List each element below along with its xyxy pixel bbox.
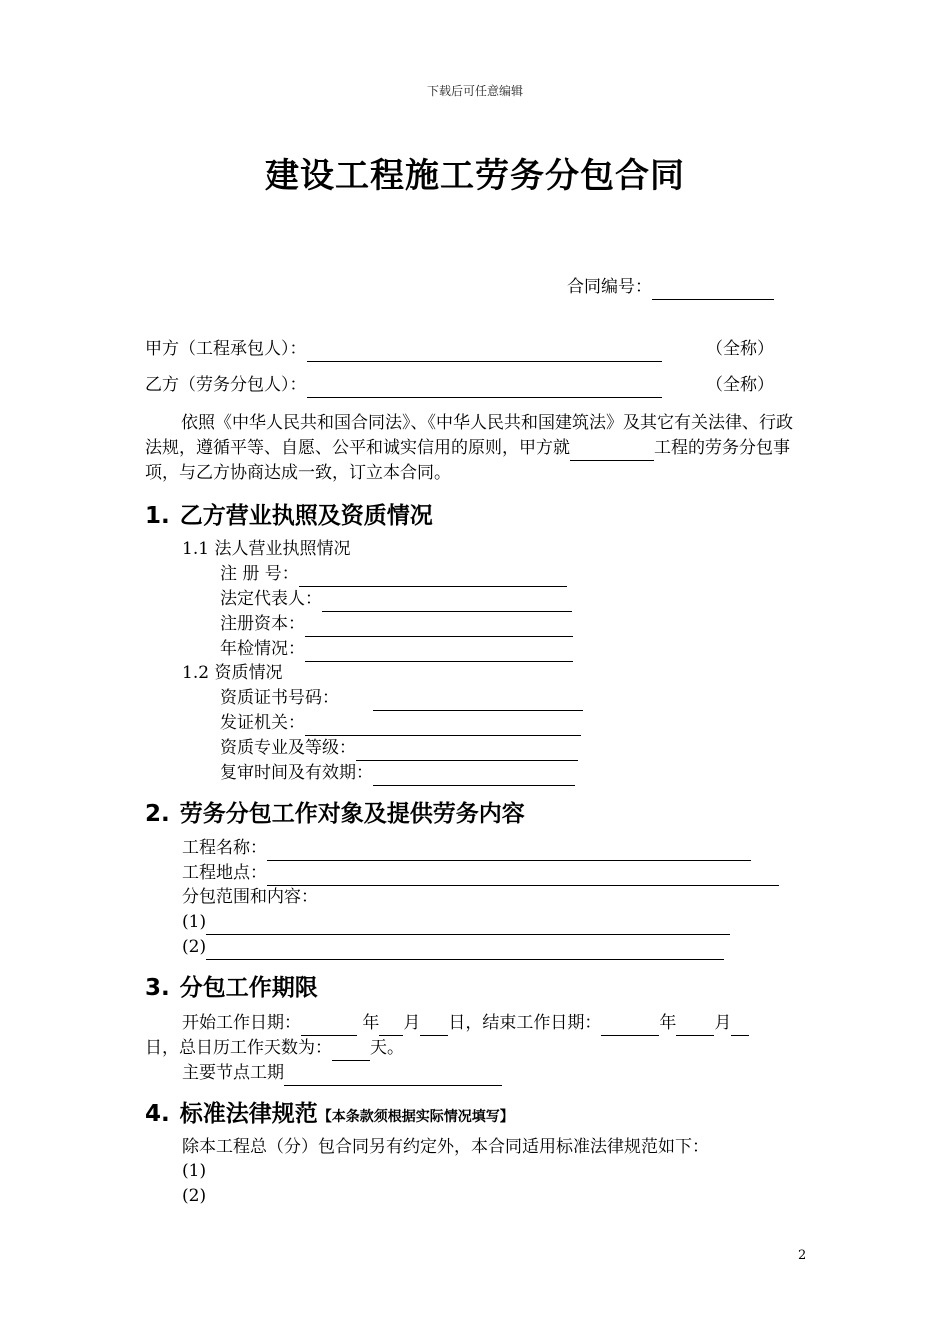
issuer-row xyxy=(220,711,581,736)
section-3-number: 3. xyxy=(145,975,170,1001)
milestone-row xyxy=(182,1061,502,1086)
project-name-inline-field[interactable] xyxy=(570,442,654,461)
start-date-label: 开始工作日期： xyxy=(182,1013,301,1033)
days-unit: 天。 xyxy=(370,1038,404,1058)
milestone-field[interactable] xyxy=(284,1067,502,1086)
issuer-label: 发证机关： xyxy=(220,713,305,733)
annual-check-label: 年检情况： xyxy=(220,639,305,659)
reg-capital-field[interactable] xyxy=(305,618,573,637)
intro-text: 依照《中华人民共和国合同法》、《中华人民共和国建筑法》及其它有关法律、行政法规，遵循平等、自愿、公平和诚实信用的原则，甲方就 xyxy=(145,413,793,458)
standard-item-1: (1) xyxy=(182,1161,207,1181)
contract-number-field[interactable] xyxy=(652,281,774,300)
sub-1-2-title: 1.2 资质情况 xyxy=(182,663,283,683)
legal-rep-label: 法定代表人： xyxy=(220,589,322,609)
reg-no-label: 注 册 号： xyxy=(220,564,299,584)
scope-item-2-label: (2) xyxy=(182,937,207,957)
cert-no-label: 资质证书号码： xyxy=(220,688,339,708)
section-3-title: 分包工作期限 xyxy=(179,975,318,1001)
start-year-field[interactable] xyxy=(301,1017,357,1036)
page-number: 2 xyxy=(798,1248,807,1263)
section-2-title: 劳务分包工作对象及提供劳务内容 xyxy=(179,801,525,827)
review-field[interactable] xyxy=(373,767,575,786)
section-1-heading xyxy=(145,497,433,530)
scope-item-2-field[interactable] xyxy=(206,941,724,960)
specialty-row xyxy=(220,736,578,761)
total-days-field[interactable] xyxy=(332,1042,370,1061)
review-label: 复审时间及有效期： xyxy=(220,763,373,783)
work-period-line-1 xyxy=(182,1011,749,1036)
legal-rep-field[interactable] xyxy=(322,593,572,612)
issuer-field[interactable] xyxy=(305,717,581,736)
section-3-heading xyxy=(145,969,318,1002)
annual-check-field[interactable] xyxy=(305,643,573,662)
end-month-field[interactable] xyxy=(676,1017,714,1036)
project-site-field[interactable] xyxy=(267,867,779,886)
section-1-title: 乙方营业执照及资质情况 xyxy=(179,503,433,529)
end-year-field[interactable] xyxy=(601,1017,659,1036)
milestone-label: 主要节点工期 xyxy=(182,1063,284,1083)
section-4-title: 标准法律规范 xyxy=(179,1101,318,1127)
specialty-label: 资质专业及等级： xyxy=(220,738,356,758)
scope-item-2-row xyxy=(182,935,724,960)
cert-no-field[interactable] xyxy=(373,692,583,711)
start-year-label: 年 xyxy=(362,1013,380,1033)
project-name-label: 工程名称： xyxy=(182,838,267,858)
reg-capital-label: 注册资本： xyxy=(220,614,305,634)
intro-text-end: 工程的劳务分包事项，与乙方协商达成一致，订立本合同。 xyxy=(145,438,790,483)
end-month-label: 月 xyxy=(714,1013,732,1033)
section-4-heading xyxy=(145,1095,514,1128)
specialty-field[interactable] xyxy=(356,742,578,761)
party-b-fullname-note: （全称） xyxy=(706,375,774,395)
scope-item-1-label: (1) xyxy=(182,912,207,932)
sub-1-1-title: 1.1 法人营业执照情况 xyxy=(182,539,351,559)
end-year-label: 年 xyxy=(659,1013,677,1033)
scope-item-1-row xyxy=(182,910,730,935)
scope-item-1-field[interactable] xyxy=(206,916,730,935)
cert-no-row xyxy=(220,686,583,711)
start-month-label: 月 xyxy=(403,1013,421,1033)
party-a-row xyxy=(145,337,662,362)
party-a-field[interactable] xyxy=(307,343,662,362)
contract-number-label: 合同编号： xyxy=(567,277,652,297)
start-day-and-end-label: 日，结束工作日期： xyxy=(448,1013,602,1033)
intro-paragraph xyxy=(145,411,805,486)
section-2-heading xyxy=(145,795,525,828)
document-title: 建设工程施工劳务分包合同 xyxy=(265,156,685,196)
reg-no-field[interactable] xyxy=(299,568,567,587)
header-note: 下载后可任意编辑 xyxy=(426,84,523,98)
work-period-line-2 xyxy=(145,1036,404,1061)
section-4-text: 除本工程总（分）包合同另有约定外，本合同适用标准法律规范如下： xyxy=(182,1137,709,1157)
end-day-field[interactable] xyxy=(731,1017,749,1036)
start-month-field[interactable] xyxy=(379,1017,403,1036)
section-4-number: 4. xyxy=(145,1101,170,1127)
section-4-note: 【本条款须根据实际情况填写】 xyxy=(317,1109,514,1125)
project-name-field[interactable] xyxy=(267,842,751,861)
total-days-label: 日，总日历工作天数为： xyxy=(145,1038,332,1058)
party-b-label: 乙方（劳务分包人）： xyxy=(145,375,307,395)
section-1-number: 1. xyxy=(145,503,170,529)
contract-number-row xyxy=(567,275,774,300)
party-a-fullname-note: （全称） xyxy=(706,339,774,359)
party-a-label: 甲方（工程承包人）： xyxy=(145,339,307,359)
start-day-field[interactable] xyxy=(420,1017,448,1036)
standard-item-2: (2) xyxy=(182,1186,207,1206)
party-b-field[interactable] xyxy=(307,379,662,398)
annual-check-row xyxy=(220,637,573,662)
reg-no-row xyxy=(220,562,567,587)
project-site-row xyxy=(182,861,779,886)
project-name-row xyxy=(182,836,751,861)
reg-capital-row xyxy=(220,612,573,637)
section-2-number: 2. xyxy=(145,801,170,827)
project-site-label: 工程地点： xyxy=(182,863,267,883)
review-row xyxy=(220,761,575,786)
party-b-row xyxy=(145,373,662,398)
scope-label: 分包范围和内容： xyxy=(182,887,318,907)
legal-rep-row xyxy=(220,587,572,612)
